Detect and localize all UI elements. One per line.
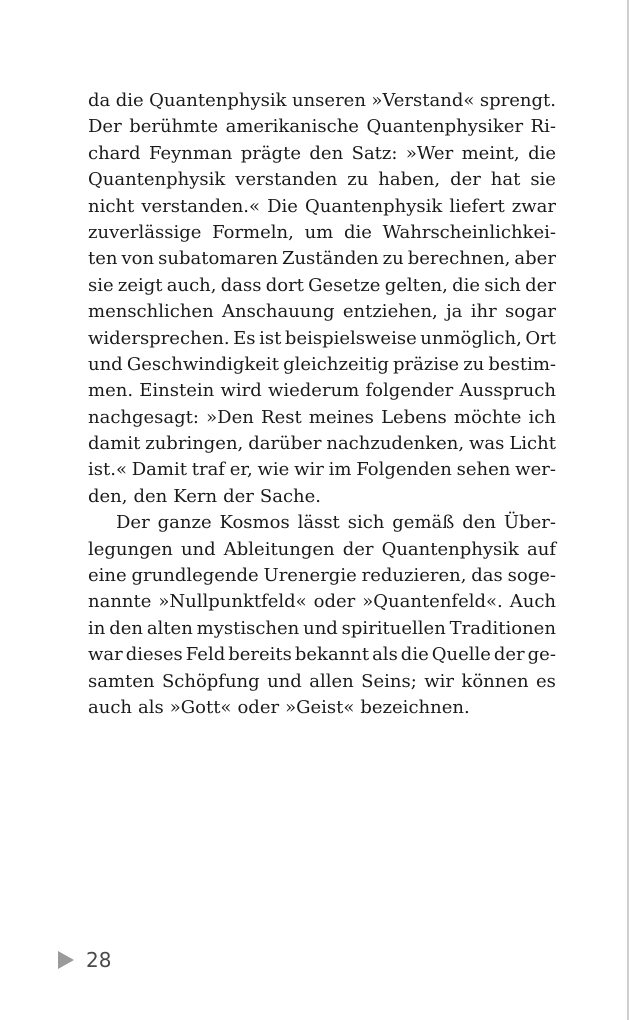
text-line: ten von subatomaren Zuständen zu berechnen, aber xyxy=(88,248,556,270)
text-line: chard Feynman prägte den Satz: »Wer meint, die xyxy=(88,142,556,164)
text-line: war dieses Feld bereits bekannt als die Quelle der ge- xyxy=(88,644,556,666)
text-line: damit zubringen, darüber nachzudenken, was Licht xyxy=(88,433,556,455)
body-text xyxy=(88,88,556,721)
page-footer xyxy=(58,946,111,974)
text-line: nachgesagt: »Den Rest meines Lebens möchte ich xyxy=(88,406,556,428)
text-line: widersprechen. Es ist beispielsweise unmöglich, Ort xyxy=(88,327,556,349)
text-line: sie zeigt auch, dass dort Gesetze gelten, die sich der xyxy=(88,274,556,296)
text-line: zuverlässige Formeln, um die Wahrscheinlichkei- xyxy=(88,221,556,243)
text-line: den, den Kern der Sache. xyxy=(88,485,322,507)
text-line: ist.« Damit traf er, wie wir im Folgenden sehen wer- xyxy=(88,459,556,481)
text-line: auch als »Gott« oder »Geist« bezeichnen. xyxy=(88,696,470,718)
text-line: da die Quantenphysik unseren »Verstand« sprengt. xyxy=(88,90,556,111)
text-line: nicht verstanden.« Die Quantenphysik liefert zwar xyxy=(88,195,556,217)
text-line: men. Einstein wird wiederum folgender Ausspruch xyxy=(88,380,556,402)
text-line: nannte »Nullpunktfeld« oder »Quantenfeld«. Auch xyxy=(88,591,556,613)
text-line: in den alten mystischen und spirituellen Traditionen xyxy=(88,617,556,639)
text-line: Der ganze Kosmos lässt sich gemäß den Über- xyxy=(116,512,556,534)
text-line: Der berühmte amerikanische Quantenphysiker Ri- xyxy=(88,116,556,138)
page-number: 28 xyxy=(86,948,112,972)
text-line: eine grundlegende Urenergie reduzieren, das soge- xyxy=(88,565,556,587)
text-line: menschlichen Anschauung entziehen, ja ihr sogar xyxy=(88,301,556,323)
text-line: legungen und Ableitungen der Quantenphysik auf xyxy=(88,538,556,560)
text-line: und Geschwindigkeit gleichzeitig präzise zu bestim- xyxy=(88,353,556,375)
text-line: samten Schöpfung und allen Seins; wir können es xyxy=(88,670,556,692)
triangle-right-icon xyxy=(58,951,74,969)
text-line: Quantenphysik verstanden zu haben, der hat sie xyxy=(88,169,556,191)
